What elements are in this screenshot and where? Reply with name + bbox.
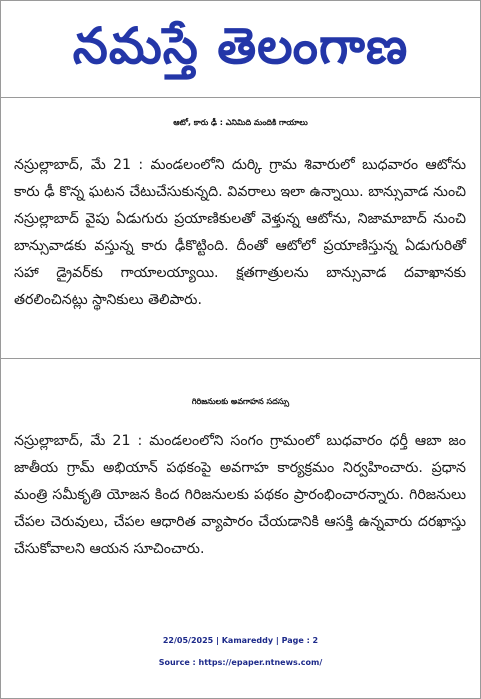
article2-body: నస్రుల్లాబాద్, మే 21 : మండలంలోని సంగం గ్రామంలో బుధవారం ధర్తీ ఆబా జం జాతీయ గ్రామ్ అభియాన్ పథకంపై అవగాహ కార్యక్రమం నిర్వహించారు. ప్రధాన మంత్రి సమీకృతి యోజన కింద గిరిజనులకు పథకం ప్రారంభించారన్నారు. గిరిజనులు చేపల చెరువులు, చేపల ఆధారిత వ్యాపారం చేయడానికి ఆసక్తి ఉన్నవారు దరఖాస్తు చేసుకోవాలని ఆయన సూచించారు. [14,433,466,557]
masthead-logo: నమస్తే తెలంగాణ [72,16,409,75]
divider-top [0,97,481,98]
footer-dateline: 22/05/2025 | Kamareddy | Page : 2 [162,636,319,645]
article2-headline: గిరిజనులకు అవగాహన సదస్సు [191,397,290,406]
article1-body: నస్రుల్లాబాద్, మే 21 : మండలంలోని దుర్కి గ్రామ శివారులో బుధవారం ఆటోను కారు ఢీ కొన్న ఘటన చేటుచేసుకున్నది. వివరాలు ఇలా ఉన్నాయి. బాన్సువాడ నుంచి నస్రుల్లాబాద్ వైపు ఏడుగురు ప్రయాణికులతో వెళ్తున్న ఆటోను, నిజామాబాద్ నుంచి బాన్సువాడకు వస్తున్న కారు ఢీకొట్టింది. దీంతో ఆటోలో ప్రయాణిస్తున్న ఏడుగురితో సహా డ్రైవర్‌కు గాయాలయ్యాయి. క్షతగాత్రులను బాన్సువాడ దవాఖానకు తరలించినట్లు స్థానికులు తెలిపారు. [14,157,466,308]
divider-middle [0,358,481,359]
newspaper-masthead [0,6,481,86]
article1-headline: ఆటో, కారు ఢీ : ఎనిమిది మందికి గాయాలు [173,118,308,127]
footer-source: Source : https://epaper.ntnews.com/ [158,658,323,667]
